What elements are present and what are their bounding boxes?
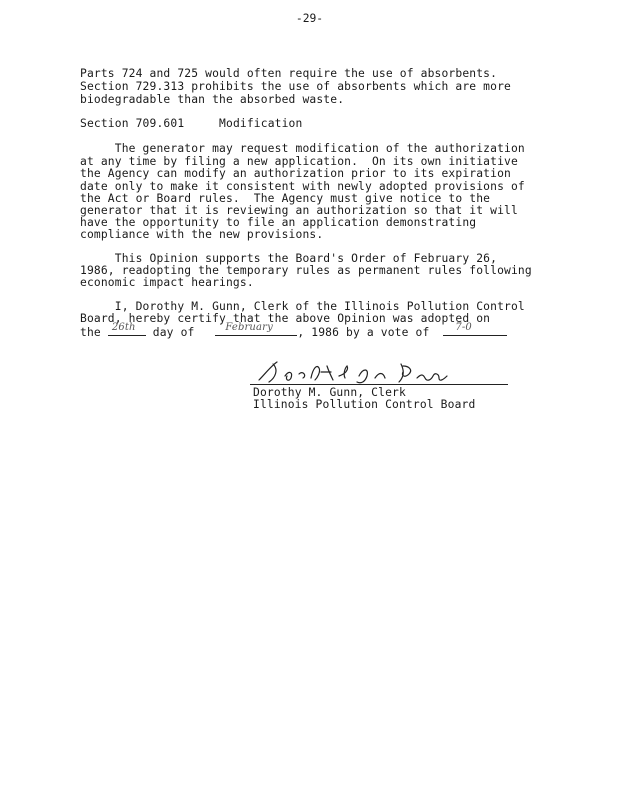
- para2-line-2: at any time by filing a new application. On its own initiative: [80, 155, 518, 168]
- signer-name: Dorothy M. Gunn, Clerk: [253, 386, 406, 399]
- para1-line-3: biodegradable than the absorbed waste.: [80, 93, 345, 106]
- section-title: Modification: [219, 117, 303, 130]
- vote-fill: 7-0: [455, 322, 472, 333]
- signer-org: Illinois Pollution Control Board: [253, 398, 476, 411]
- month-fill: February: [225, 322, 273, 333]
- para2-line-5: the Act or Board rules. The Agency must give notice to the: [80, 192, 491, 205]
- cert-year-text: , 1986 by a vote of: [297, 326, 430, 339]
- para2-line-6: generator that it is reviewing an authorization so that it will: [80, 204, 518, 217]
- signature-line: [250, 384, 508, 385]
- page-number: -29-: [295, 12, 324, 25]
- para3-line-2: 1986, readopting the temporary rules as permanent rules following: [80, 264, 532, 277]
- vote-blank: [443, 322, 507, 336]
- para1-line-1: Parts 724 and 725 would often require the use of absorbents.: [80, 67, 498, 80]
- day-blank: [108, 322, 146, 336]
- section-heading: [80, 117, 302, 130]
- month-blank: [215, 322, 297, 336]
- cert-day-of: day of: [152, 326, 195, 339]
- day-fill: 26th: [111, 322, 136, 333]
- para2-line-1: The generator may request modification of the authorization: [80, 142, 525, 155]
- para2-line-8: compliance with the new provisions.: [80, 228, 324, 241]
- para2-line-7: have the opportunity to file an application demonstrating: [80, 216, 477, 229]
- cert-line-2: Board, hereby certify that the above Opinion was adopted on: [80, 312, 491, 325]
- cert-the: the: [80, 326, 101, 339]
- para3-line-3: economic impact hearings.: [80, 276, 254, 289]
- cert-line-3: [80, 322, 507, 339]
- section-number: Section 709.601: [80, 117, 185, 130]
- cert-line-1: I, Dorothy M. Gunn, Clerk of the Illinois Pollution Control: [80, 300, 525, 313]
- para1-line-2: Section 729.313 prohibits the use of absorbents which are more: [80, 80, 511, 93]
- para2-line-4: date only to make it consistent with newly adopted provisions of: [80, 180, 525, 193]
- para2-line-3: the Agency can modify an authorization prior to its expiration: [80, 167, 511, 180]
- para3-line-1: This Opinion supports the Board's Order of February 26,: [80, 252, 498, 265]
